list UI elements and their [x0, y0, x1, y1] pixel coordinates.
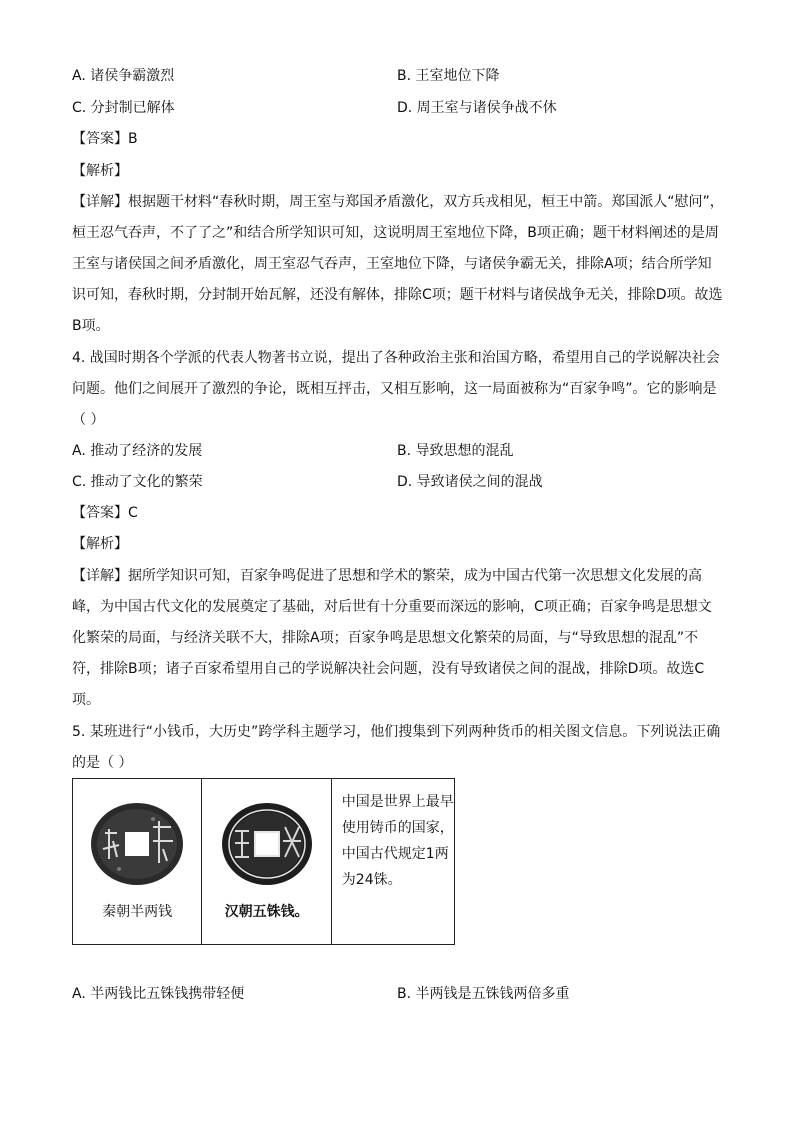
q4-option-b: B. 导致思想的混乱 [397, 443, 514, 459]
q5-option-a: A. 半两钱比五铢钱携带轻便 [72, 986, 245, 1002]
q3-analysis-label: 【解析】 [72, 163, 128, 179]
q5-stem: 5. 某班进行“小钱币，大历史”跨学科主题学习，他们搜集到下列两种货币的相关图文信息。下列说法正确的是（ ） [72, 724, 721, 771]
q4-answer: 【答案】C [72, 505, 138, 521]
q4-option-d: D. 导致诸侯之间的混战 [397, 474, 543, 490]
coin1-caption: 秦朝半两钱 [102, 904, 173, 920]
q3-option-b: B. 王室地位下降 [397, 68, 500, 84]
banliang-coin-image [89, 801, 185, 887]
q3-option-d: D. 周王室与诸侯争战不休 [397, 100, 557, 116]
q3-option-a: A. 诸侯争霸激烈 [72, 68, 175, 84]
coin2-cell [202, 779, 331, 945]
coin1-cell [73, 779, 202, 945]
q4-option-c: C. 推动了文化的繁荣 [72, 474, 203, 490]
q4-stem: 4. 战国时期各个学派的代表人物著书立说，提出了各种政治主张和治国方略，希望用自己的学说解决社会问题。他们之间展开了激烈的争论，既相互抨击，又相互影响，这一局面被称为“百家争鸣”。它的影响是（ ） [72, 350, 720, 428]
coin-info-table [72, 778, 455, 945]
coin-note-cell [331, 779, 454, 945]
q3-answer: 【答案】B [72, 131, 138, 147]
coin-note: 中国是世界上最早使用铸币的国家，中国古代规定1两为24铢。 [341, 794, 454, 888]
q4-detail: 【详解】据所学知识可知，百家争鸣促进了思想和学术的繁荣，成为中国古代第一次思想文化发展的高峰，为中国古代文化的发展奠定了基础，对后世有十分重要而深远的影响，C项正确；百家争鸣是思想文化繁荣的局面，与经济关联不大，排除A项；百家争鸣是思想文化繁荣的局面，与“导致思想的混乱”不符，排除B项；诸子百家希望用自己的学说解决社会问题，没有导致诸侯之间的混战，排除D项。故选C项。 [72, 568, 712, 708]
coin2-caption: 汉朝五铢钱。 [224, 904, 309, 920]
q4-option-a: A. 推动了经济的发展 [72, 443, 203, 459]
q3-option-c: C. 分封制已解体 [72, 100, 175, 116]
q3-detail: 【详解】根据题干材料“春秋时期，周王室与郑国矛盾激化，双方兵戎相见，桓王中箭。郑国派人“慰问”，桓王忍气吞声，不了了之”和结合所学知识可知，这说明周王室地位下降，B项正确；题干材料阐述的是周王室与诸侯国之间矛盾激化，周王室忍气吞声，王室地位下降，与诸侯争霸无关，排除A项；结合所学知识可知，春秋时期，分封制开始瓦解，还没有解体，排除C项；题干材料与诸侯战争无关，排除D项。故选B项。 [72, 194, 724, 334]
q5-option-b: B. 半两钱是五铢钱两倍多重 [397, 986, 570, 1002]
q4-analysis-label: 【解析】 [72, 536, 128, 552]
wuzhu-coin-image [219, 801, 315, 887]
